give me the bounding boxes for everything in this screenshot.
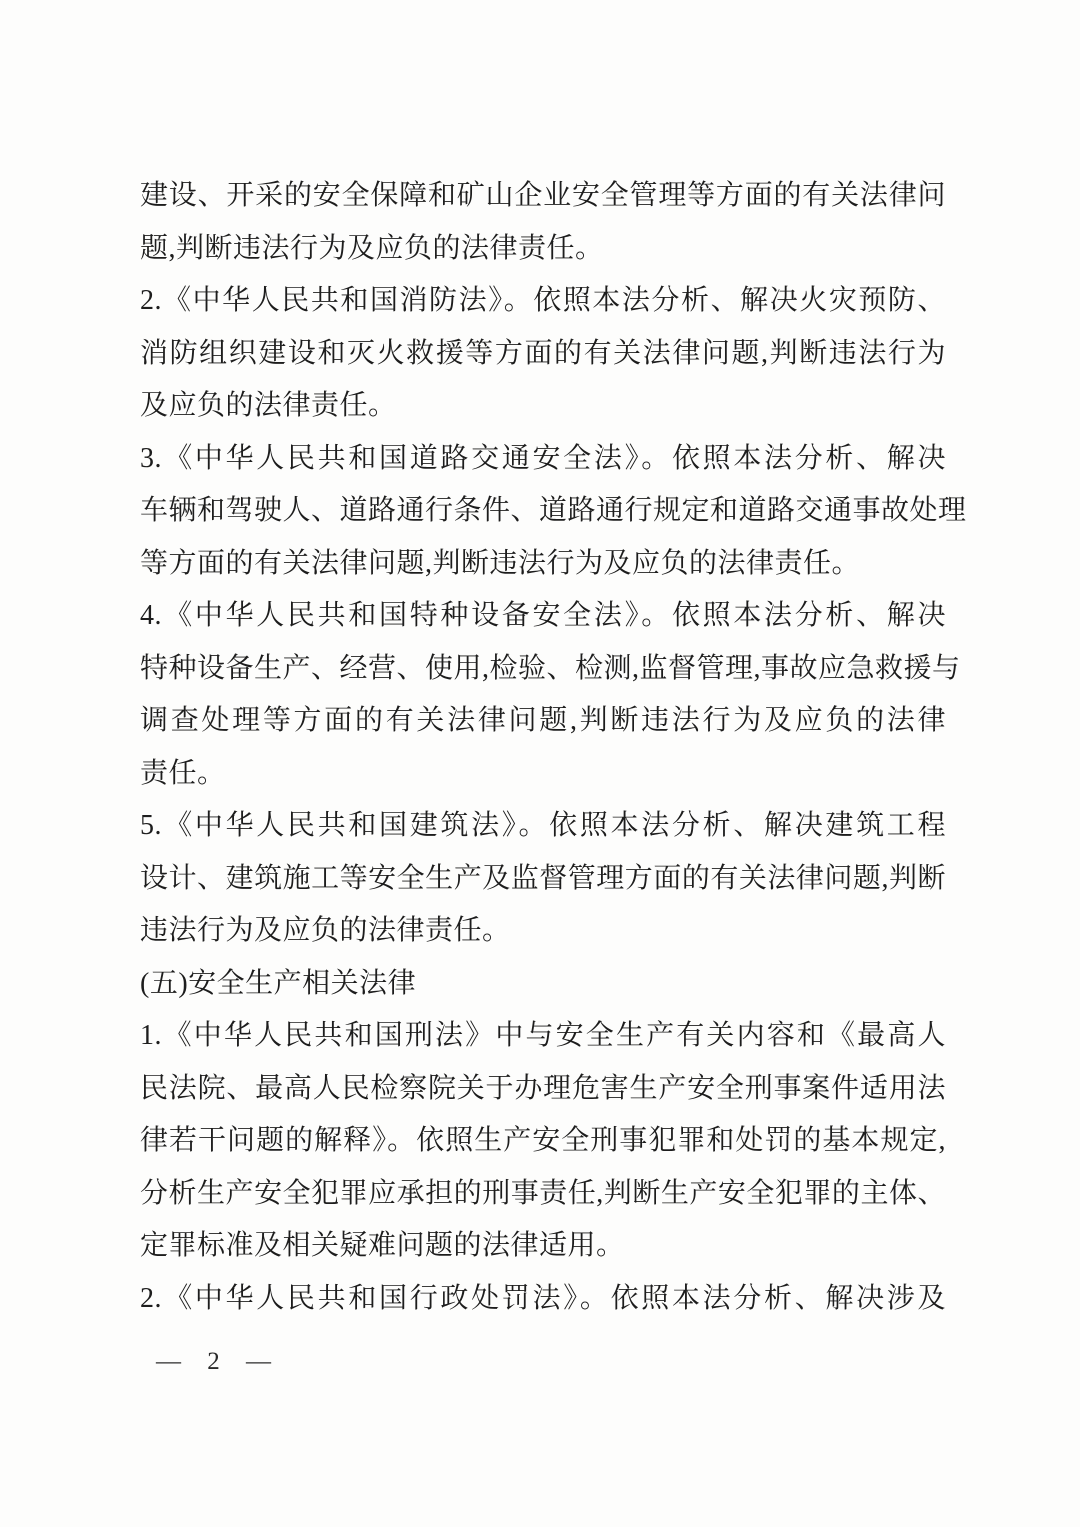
text-line: 及应负的法律责任。 — [140, 390, 397, 421]
text-line: 消防组织建设和灭火救援等方面的有关法律问题,判断违法行为 — [140, 337, 946, 369]
text-line: 律若干问题的解释》。依照生产安全刑事犯罪和处罚的基本规定, — [140, 1125, 946, 1156]
text-line: 分析生产安全犯罪应承担的刑事责任,判断生产安全犯罪的主体、 — [140, 1177, 946, 1209]
page-number: — 2 — — [156, 1348, 273, 1375]
text-line: 违法行为及应负的法律责任。 — [140, 915, 511, 946]
text-line: 2.《中华人民共和国行政处罚法》。依照本法分析、解决涉及 — [140, 1282, 946, 1314]
text-line: 定罪标准及相关疑难问题的法律适用。 — [140, 1230, 625, 1261]
page-footer — [156, 1348, 273, 1376]
text-line: 5.《中华人民共和国建筑法》。依照本法分析、解决建筑工程 — [140, 810, 946, 841]
text-line: 设计、建筑施工等安全生产及监督管理方面的有关法律问题,判断 — [140, 862, 946, 894]
text-line: 特种设备生产、经营、使用,检验、检测,监督管理,事故应急救援与 — [140, 652, 961, 684]
text-line: 3.《中华人民共和国道路交通安全法》。依照本法分析、解决 — [140, 442, 946, 474]
text-line: 题,判断违法行为及应负的法律责任。 — [140, 232, 604, 264]
text-line: 调查处理等方面的有关法律问题,判断违法行为及应负的法律 — [140, 705, 946, 736]
text-line: 等方面的有关法律问题,判断违法行为及应负的法律责任。 — [140, 547, 861, 579]
text-line: 民法院、最高人民检察院关于办理危害生产安全刑事案件适用法 — [140, 1072, 946, 1104]
text-line: 2.《中华人民共和国消防法》。依照本法分析、解决火灾预防、 — [140, 285, 946, 316]
text-line: 4.《中华人民共和国特种设备安全法》。依照本法分析、解决 — [140, 600, 946, 631]
document-body — [140, 170, 967, 1325]
text-line: 1.《中华人民共和国刑法》中与安全生产有关内容和《最高人 — [140, 1020, 946, 1051]
text-line: (五)安全生产相关法律 — [140, 967, 417, 999]
text-line: 车辆和驾驶人、道路通行条件、道路通行规定和道路交通事故处理 — [140, 495, 967, 526]
text-line: 建设、开采的安全保障和矿山企业安全管理等方面的有关法律问 — [140, 180, 946, 211]
text-line: 责任。 — [140, 757, 226, 789]
